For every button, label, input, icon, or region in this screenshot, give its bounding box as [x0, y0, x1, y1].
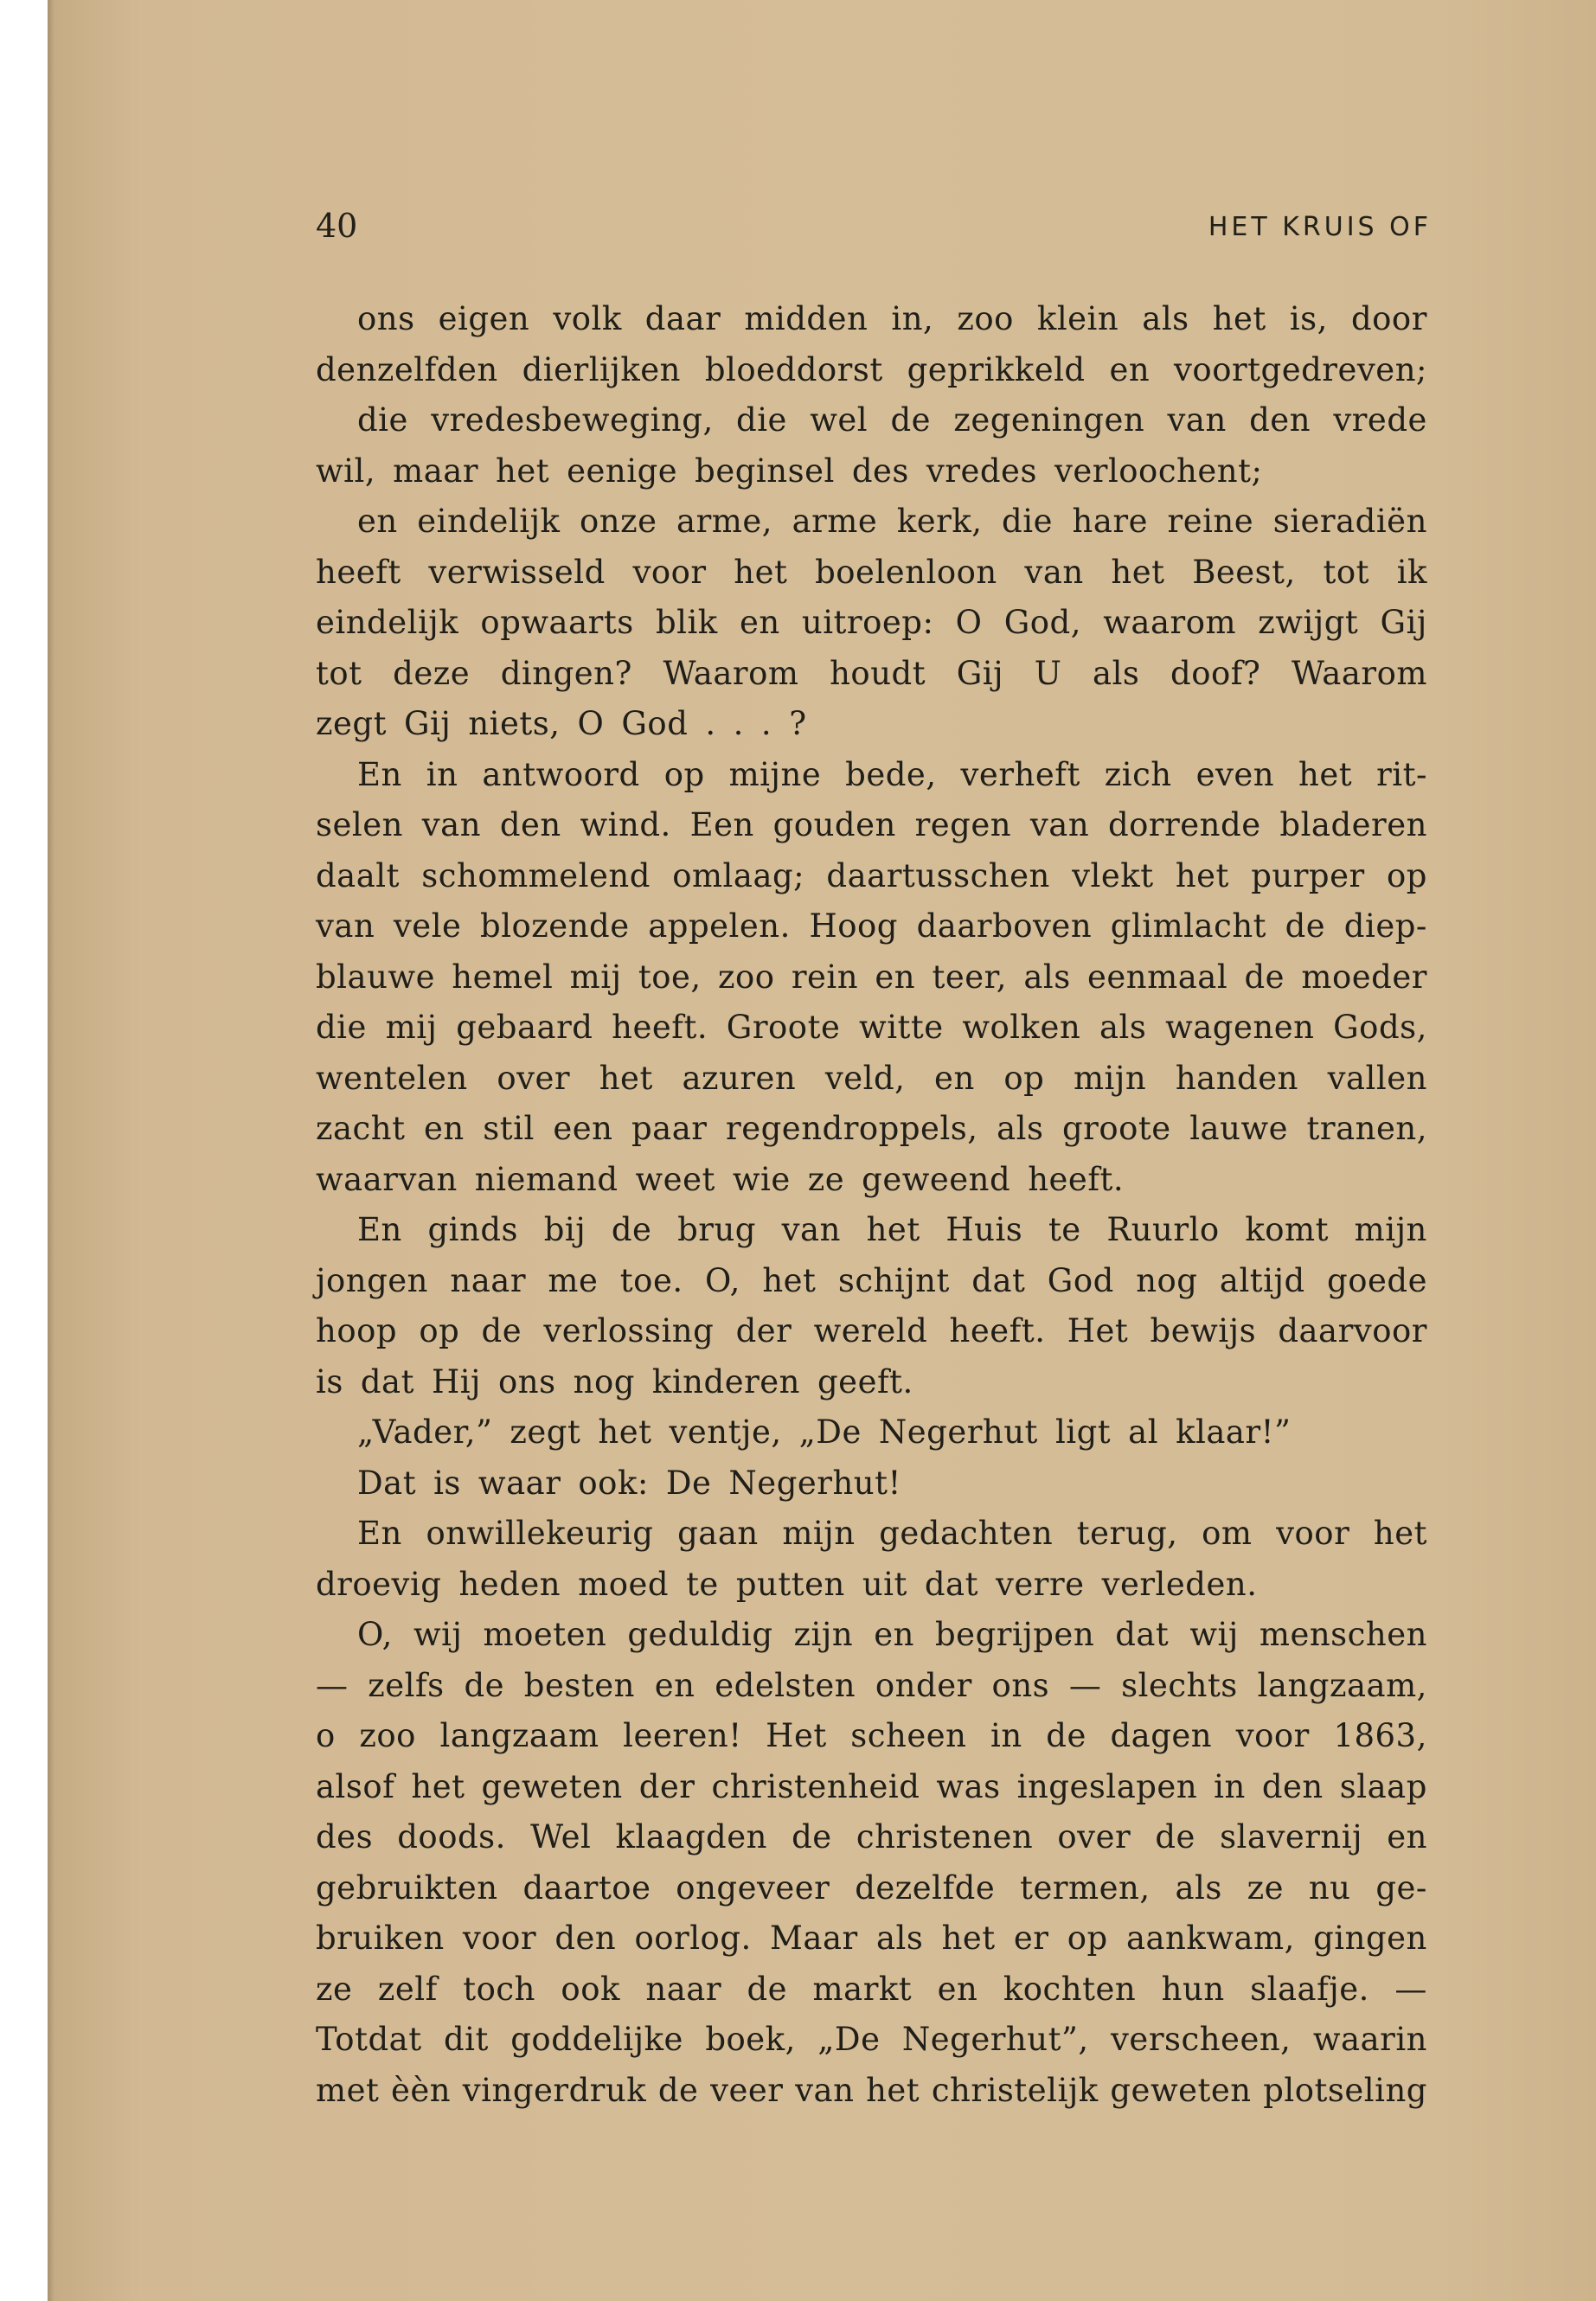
text-line: „Vader,” zegt het ventje, „De Negerhut ligt al klaar!”	[357, 1413, 1292, 1451]
text-line: daalt schommelend omlaag; daartusschen vlekt het purper op	[316, 856, 1427, 894]
text-line: alsof het geweten der christenheid was ingeslapen in den slaap	[316, 1767, 1427, 1805]
text-line: selen van den wind. Een gouden regen van dorrende bladeren	[316, 806, 1427, 843]
text-line: gebruikten daartoe ongeveer dezelfde termen, als ze nu ge-	[316, 1868, 1427, 1907]
text-line: zegt Gij niets, O God . . . ?	[316, 705, 807, 742]
text-line: die mij gebaard heeft. Groote witte wolken als wagenen Gods,	[316, 1009, 1427, 1046]
text-line: Totdat dit goddelijke boek, „De Negerhut”, verscheen, waarin	[316, 2021, 1427, 2058]
text-line: wentelen over het azuren veld, en op mijn handen vallen	[316, 1059, 1427, 1097]
text-line: denzelfden dierlijken bloeddorst geprikkeld en voortgedreven;	[316, 350, 1427, 388]
text-line: o zoo langzaam leeren! Het scheen in de dagen voor 1863,	[316, 1717, 1427, 1754]
text-line: jongen naar me toe. O, het schijnt dat God nog altijd goede	[316, 1261, 1427, 1299]
text-line: is dat Hij ons nog kinderen geeft.	[316, 1362, 913, 1400]
text-line: met èèn vingerdruk de veer van het christelijk geweten plotseling	[316, 2071, 1427, 2109]
page-edge-shadow	[48, 0, 54, 2301]
text-line: bruiken voor den oorlog. Maar als het er op aankwam, gingen	[316, 1920, 1427, 1957]
text-line: En in antwoord op mijne bede, verheft zich even het rit-	[357, 755, 1427, 793]
text-line: des doods. Wel klaagden de christenen over de slavernij en	[316, 1818, 1427, 1856]
page-header	[316, 204, 1432, 247]
text-line: eindelijk opwaarts blik en uitroep: O God, waarom zwijgt Gij	[316, 604, 1427, 641]
text-line: En onwillekeurig gaan mijn gedachten terug, om voor het	[357, 1515, 1427, 1552]
text-line: en eindelijk onze arme, arme kerk, die hare reine sieradiën	[357, 503, 1427, 540]
text-line: En ginds bij de brug van het Huis te Ruurlo komt mijn	[357, 1211, 1427, 1248]
text-line: blauwe hemel mij toe, zoo rein en teer, als eenmaal de moeder	[316, 958, 1427, 996]
text-line: ons eigen volk daar midden in, zoo klein als het is, door	[357, 300, 1427, 337]
text-line: tot deze dingen? Waarom houdt Gij U als doof? Waarom	[316, 654, 1427, 692]
text-line: droevig heden moed te putten uit dat verre verleden.	[316, 1565, 1258, 1603]
text-line: O, wij moeten geduldig zijn en begrijpen dat wij menschen	[357, 1616, 1427, 1653]
text-line: hoop op de verlossing der wereld heeft. Het bewijs daarvoor	[316, 1312, 1427, 1349]
text-line: Dat is waar ook: De Negerhut!	[357, 1464, 901, 1502]
text-line: van vele blozende appelen. Hoog daarboven glimlacht de diep-	[316, 907, 1427, 945]
body-text	[316, 294, 1427, 2116]
text-line: wil, maar het eenige beginsel des vredes verloochent;	[316, 452, 1263, 490]
text-line: heeft verwisseld voor het boelenloon van het Beest, tot ik	[316, 553, 1427, 591]
text-line: — zelfs de besten en edelsten onder ons — slechts langzaam,	[316, 1666, 1427, 1704]
text-line: waarvan niemand weet wie ze geweend heeft.	[316, 1160, 1125, 1198]
text-line: ze zelf toch ook naar de markt en kochten hun slaafje. —	[316, 1970, 1427, 2008]
page-number: 40	[316, 207, 358, 245]
text-line: die vredesbeweging, die wel de zegeningen van den vrede	[357, 401, 1427, 439]
running-head: HET KRUIS OF	[1208, 212, 1432, 242]
text-line: zacht en stil een paar regendroppels, als groote lauwe tranen,	[316, 1110, 1427, 1147]
